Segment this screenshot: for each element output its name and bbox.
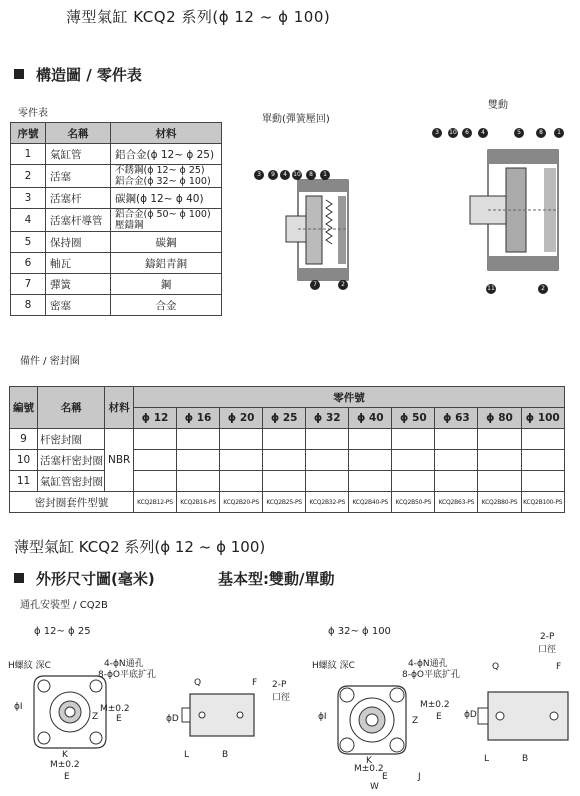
callout-number: 4 bbox=[478, 128, 488, 138]
j-label-b: J bbox=[418, 772, 421, 782]
col-no: 編號 bbox=[10, 387, 38, 429]
row-no: 3 bbox=[11, 188, 46, 209]
row-name: 氣缸管密封圈 bbox=[38, 471, 105, 492]
col-no: 序號 bbox=[11, 123, 46, 144]
row-name: 活塞杆導管 bbox=[46, 209, 111, 232]
bore-header-cell: ϕ 20 bbox=[220, 408, 263, 429]
row-name: 杆密封圈 bbox=[38, 429, 105, 450]
bore-header-cell: ϕ 32 bbox=[306, 408, 349, 429]
kit-model-cell: KCQ2B100-PS bbox=[521, 492, 564, 513]
double-callout-group bbox=[435, 126, 570, 296]
hole-note-1-b: 4-ϕN通孔 bbox=[408, 659, 448, 669]
callout-number: 8 bbox=[536, 128, 546, 138]
table-row bbox=[11, 253, 222, 274]
row-name: 彈簧 bbox=[46, 274, 111, 295]
phi-d-label-b: ϕD bbox=[464, 710, 477, 720]
e-vert-label: E bbox=[116, 714, 122, 724]
row-material: NBR bbox=[105, 429, 134, 492]
bore-header-cell: ϕ 25 bbox=[263, 408, 306, 429]
row-material: 鋼 bbox=[111, 274, 222, 295]
section-header-structure: 構造圖 / 零件表 bbox=[14, 64, 142, 85]
row-no: 9 bbox=[10, 429, 38, 450]
port-note-2-b: 口徑 bbox=[538, 645, 557, 655]
table-row bbox=[11, 165, 222, 188]
thread-label-b: H螺紋 深C bbox=[312, 661, 355, 671]
row-no: 10 bbox=[10, 450, 38, 471]
table-row bbox=[11, 144, 222, 165]
row-material: 碳鋼 bbox=[111, 232, 222, 253]
phi-i-label: ϕI bbox=[14, 702, 23, 712]
z-label-b: Z bbox=[412, 716, 419, 726]
callout-number: 10 bbox=[293, 171, 301, 178]
row-no: 4 bbox=[11, 209, 46, 232]
z-label: Z bbox=[92, 712, 99, 722]
seals-header-row bbox=[10, 387, 565, 408]
side-view-small-drawing bbox=[180, 690, 260, 740]
b-label: B bbox=[222, 750, 229, 760]
row-name: 活塞 bbox=[46, 165, 111, 188]
table-row bbox=[11, 188, 222, 209]
kit-model-cell: KCQ2B50-PS bbox=[392, 492, 435, 513]
col-name: 名稱 bbox=[38, 387, 105, 429]
k-label-b: K bbox=[366, 756, 372, 766]
row-material: 鋁合金(ϕ 50~ ϕ 100) 壓鑄鋼 bbox=[111, 209, 222, 232]
phi-i-label-b: ϕI bbox=[318, 712, 327, 722]
mount-caption: 通孔安裝型 / CQ2B bbox=[20, 600, 108, 611]
callout-number: 3 bbox=[432, 128, 442, 138]
bore-header-cell: ϕ 63 bbox=[435, 408, 478, 429]
col-part-no: 零件號 bbox=[133, 387, 564, 408]
parts-table-header bbox=[11, 123, 222, 144]
kit-model-cell: KCQ2B80-PS bbox=[478, 492, 521, 513]
table-row bbox=[10, 429, 565, 450]
row-material: 鑄鋁青銅 bbox=[111, 253, 222, 274]
kit-row bbox=[10, 492, 565, 513]
kit-model-cell: KCQ2B20-PS bbox=[220, 492, 263, 513]
col-name: 名稱 bbox=[46, 123, 111, 144]
f-label: F bbox=[252, 678, 258, 688]
parts-table-caption: 零件表 bbox=[18, 108, 48, 119]
callout-number: 9 bbox=[268, 170, 278, 180]
e-vert-label-b: E bbox=[436, 712, 442, 722]
parts-table bbox=[10, 122, 222, 316]
row-no: 11 bbox=[10, 471, 38, 492]
callout-number: 2 bbox=[338, 280, 348, 290]
k-label: K bbox=[62, 750, 68, 760]
callout-number: 2 bbox=[538, 284, 548, 294]
phi-d-label: ϕD bbox=[166, 714, 179, 724]
port-note-1-b: 2-P bbox=[540, 632, 555, 642]
double-acting-label: 雙動 bbox=[488, 100, 508, 111]
table-row bbox=[10, 450, 565, 471]
callout-number: 10 bbox=[449, 129, 457, 136]
col-material: 材料 bbox=[105, 387, 134, 429]
m-vert-label: M±0.2 bbox=[100, 704, 130, 714]
hole-note-2: 8-ϕO平底扩孔 bbox=[98, 670, 156, 680]
row-material: 鋁合金(ϕ 12~ ϕ 25) bbox=[111, 144, 222, 165]
callout-number: 3 bbox=[254, 170, 264, 180]
range-a-label: ϕ 12~ ϕ 25 bbox=[34, 626, 91, 637]
hole-note-1: 4-ϕN通孔 bbox=[104, 659, 144, 669]
b-label-b: B bbox=[522, 754, 529, 764]
row-name: 活塞杆 bbox=[46, 188, 111, 209]
range-b-label: ϕ 32~ ϕ 100 bbox=[328, 626, 391, 637]
callout-number: 1 bbox=[320, 170, 330, 180]
kit-model-cell: KCQ2B32-PS bbox=[306, 492, 349, 513]
m-label-b: M±0.2 bbox=[354, 764, 384, 774]
single-callout-group bbox=[250, 160, 360, 300]
table-row bbox=[11, 209, 222, 232]
bore-header-cell: ϕ 16 bbox=[177, 408, 220, 429]
kit-label: 密封圈套件型號 bbox=[10, 492, 134, 513]
table-row bbox=[11, 232, 222, 253]
row-no: 7 bbox=[11, 274, 46, 295]
bore-header-cell: ϕ 100 bbox=[521, 408, 564, 429]
thread-label: H螺紋 深C bbox=[8, 661, 51, 671]
callout-number: 8 bbox=[306, 170, 316, 180]
single-acting-label: 單動(彈簧壓回) bbox=[262, 114, 330, 125]
hole-note-2-b: 8-ϕO平底扩孔 bbox=[402, 670, 460, 680]
bore-header-cell: ϕ 80 bbox=[478, 408, 521, 429]
callout-number: 11 bbox=[487, 285, 495, 292]
front-view-large-drawing bbox=[334, 682, 410, 758]
bore-header-cell: ϕ 12 bbox=[133, 408, 176, 429]
e-label: E bbox=[64, 772, 70, 782]
seals-caption: 備件 / 密封圈 bbox=[20, 356, 80, 367]
e-label-b: E bbox=[382, 772, 388, 782]
m-label: M±0.2 bbox=[50, 760, 80, 770]
w-label-b: W bbox=[370, 782, 379, 792]
seals-table bbox=[9, 386, 565, 513]
f-label-b: F bbox=[556, 662, 562, 672]
row-no: 2 bbox=[11, 165, 46, 188]
callout-number: 5 bbox=[514, 128, 524, 138]
callout-number: 4 bbox=[280, 170, 290, 180]
table-row bbox=[10, 471, 565, 492]
callout-number: 7 bbox=[310, 280, 320, 290]
m-vert-label-b: M±0.2 bbox=[420, 700, 450, 710]
l-label: L bbox=[184, 750, 190, 760]
square-bullet-icon bbox=[14, 69, 24, 79]
side-view-large-drawing bbox=[476, 688, 572, 744]
row-no: 1 bbox=[11, 144, 46, 165]
row-name: 密塞 bbox=[46, 295, 111, 316]
port-note-1: 2-P bbox=[272, 680, 287, 690]
row-material: 合金 bbox=[111, 295, 222, 316]
table-row bbox=[11, 295, 222, 316]
row-name: 軸瓦 bbox=[46, 253, 111, 274]
row-name: 保持圈 bbox=[46, 232, 111, 253]
section-header-type: 基本型:雙動/單動 bbox=[218, 570, 335, 588]
q-label: Q bbox=[194, 678, 202, 688]
row-name: 氣缸管 bbox=[46, 144, 111, 165]
col-material: 材料 bbox=[111, 123, 222, 144]
kit-model-cell: KCQ2B12-PS bbox=[133, 492, 176, 513]
q-label-b: Q bbox=[492, 662, 500, 672]
table-row bbox=[11, 274, 222, 295]
section-header-dimensions: 外形尺寸圖(毫米) bbox=[14, 568, 155, 589]
l-label-b: L bbox=[484, 754, 490, 764]
row-material: 不銹鋼(ϕ 12~ ϕ 25) 鋁合金(ϕ 32~ ϕ 100) bbox=[111, 165, 222, 188]
row-material: 碳鋼(ϕ 12~ ϕ 40) bbox=[111, 188, 222, 209]
callout-number: 1 bbox=[554, 128, 564, 138]
row-name: 活塞杆密封圈 bbox=[38, 450, 105, 471]
page-subtitle: 薄型氣缸 KCQ2 系列(ϕ 12 ~ ϕ 100) bbox=[14, 538, 266, 556]
kit-model-cell: KCQ2B25-PS bbox=[263, 492, 306, 513]
kit-model-cell: KCQ2B40-PS bbox=[349, 492, 392, 513]
port-note-2: 口徑 bbox=[272, 693, 291, 703]
bore-header-cell: ϕ 50 bbox=[392, 408, 435, 429]
bore-header-cell: ϕ 40 bbox=[349, 408, 392, 429]
kit-model-cell: KCQ2B63-PS bbox=[435, 492, 478, 513]
callout-number: 6 bbox=[462, 128, 472, 138]
page-title: 薄型氣缸 KCQ2 系列(ϕ 12 ~ ϕ 100) bbox=[66, 8, 331, 26]
kit-model-cell: KCQ2B16-PS bbox=[177, 492, 220, 513]
row-no: 5 bbox=[11, 232, 46, 253]
row-no: 8 bbox=[11, 295, 46, 316]
row-no: 6 bbox=[11, 253, 46, 274]
square-bullet-icon bbox=[14, 573, 24, 583]
